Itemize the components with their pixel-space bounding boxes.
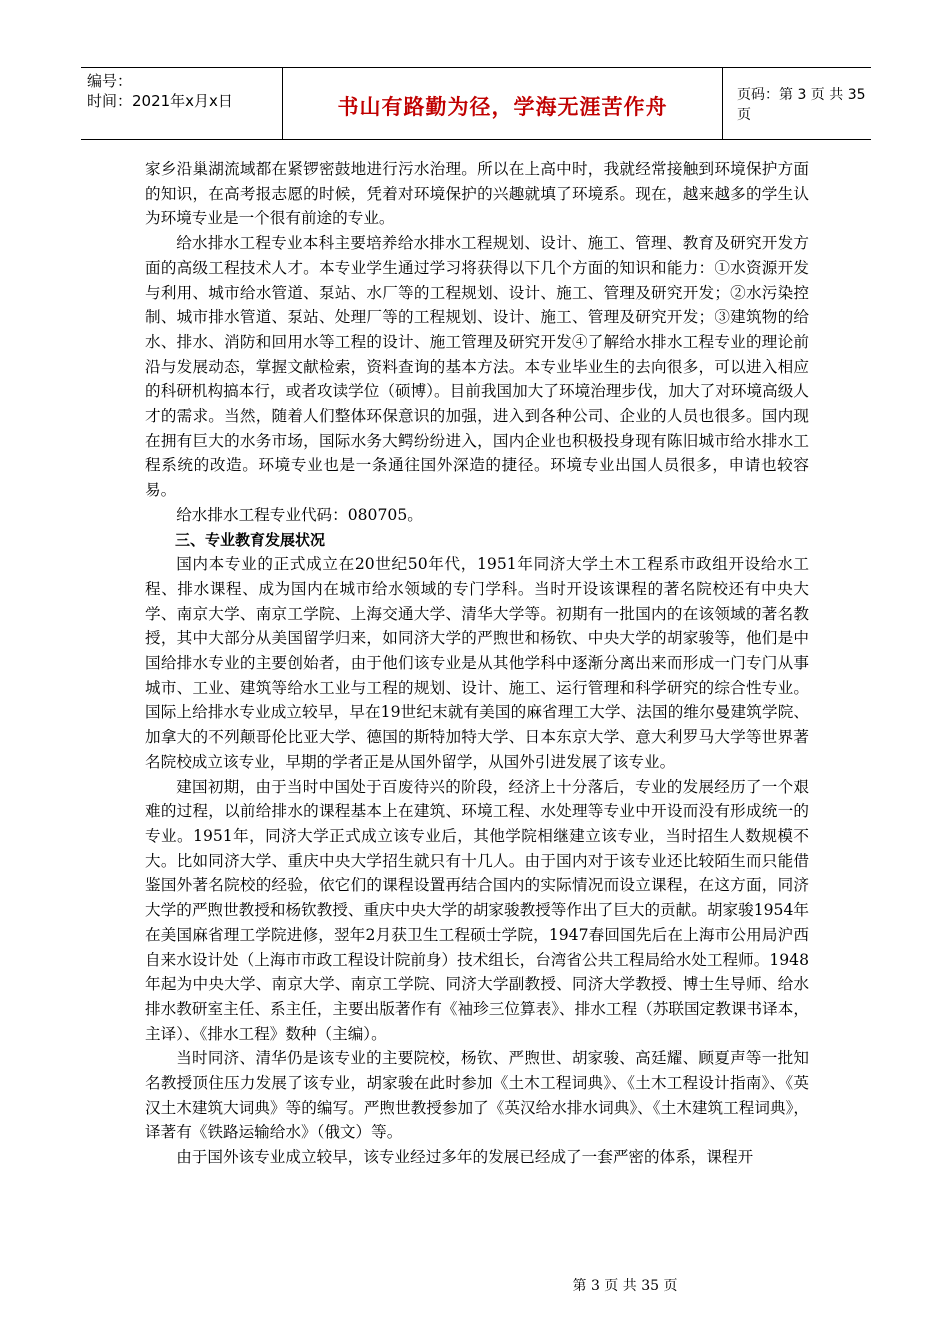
header-motto: 书山有路勤为径，学海无涯苦作舟 (337, 94, 668, 119)
header-motto-cell (283, 68, 723, 139)
footer-page-number: 第 3 页 共 35 页 (572, 1278, 678, 1294)
body-paragraph-training-goals: 给水排水工程专业本科主要培养给水排水工程规划、设计、施工、管理、教育及研究开发方面的高级工程技术人才。本专业学生通过学习将获得以下几个方面的知识和能力：①水资源开发与利用、城市给水管道、泵站、水厂等的工程规划、设计、施工、管理及研究开发；②水污染控制、城市排水管道、泵站、处理厂等的工程规划、设计、施工、管理及研究开发；③建筑物的给水、排水、消防和回用水等工程的设计、施工管理及研究开发④了解给水排水工程专业的理论前沿与发展动态，掌握文献检索，资料查询的基本方法。本专业毕业生的去向很多，可以进入相应的科研机构搞本行，或者攻读学位（硕博）。目前我国加大了环境治理步伐，加大了对环境高级人才的需求。当然，随着人们整体环保意识的加强，进入到各种公司、企业的人员也很多。国内现在拥有巨大的水务市场，国际水务大鳄纷纷进入，国内企业也积极投身现有陈旧城市给水排水工程系统的改造。环境专业也是一条通往国外深造的捷径。环境专业出国人员很多，申请也较容易。 (145, 234, 809, 500)
body-paragraph-domestic-history: 国内本专业的正式成立在20世纪50年代，1951年同济大学土木工程系市政组开设给水工程、排水课程、成为国内在城市给水领域的专门学科。当时开设该课程的著名院校还有中央大学、南京大学、南京工学院、上海交通大学、清华大学等。初期有一批国内的在该领域的著名教授，其中大部分从美国留学归来，如同济大学的严煦世和杨钦、中央大学的胡家骏等，他们是中国给排水专业的主要创始者，由于他们该专业是从其他学科中逐渐分离出来而形成一门专门从事城市、工业、建筑等给水工业与工程的规划、设计、施工、运行管理和科学研究的综合性专业。国际上给排水专业成立较早，早在19世纪末就有美国的麻省理工大学、法国的维尔曼建筑学院、加拿大的不列颠哥伦比亚大学、德国的斯特加特大学、日本东京大学、意大利罗马大学等世界著名院校成立该专业，早期的学者正是从国外留学，从国外引进发展了该专业。 (145, 555, 809, 771)
page-footer (545, 1275, 705, 1295)
document-number-label: 编号： (87, 72, 133, 90)
section-heading: 三、专业教育发展状况 (175, 530, 326, 549)
page-header (81, 67, 871, 140)
document-date: 时间：2021年x月x日 (87, 92, 233, 110)
body-paragraph-continued: 家乡沿巢湖流域都在紧锣密鼓地进行污水治理。所以在上高中时，我就经常接触到环境保护方面的知识，在高考报志愿的时候，凭着对环境保护的兴趣就填了环境系。现在，越来越多的学生认为环境专业是一个很有前途的专业。 (145, 160, 809, 228)
header-page-cell (723, 68, 871, 139)
body-paragraph-major-code: 给水排水工程专业代码：080705。 (176, 505, 423, 524)
document-body (145, 157, 809, 1170)
body-paragraph-early-prc: 建国初期，由于当时中国处于百废待兴的阶段，经济上十分落后，专业的发展经历了一个艰难的过程，以前给排水的课程基本上在建筑、环境工程、水处理等专业中开设而没有形成统一的专业。1951年，同济大学正式成立该专业后，其他学院相继建立该专业，当时招生人数规模不大。比如同济大学、重庆中央大学招生就只有十几人。由于国内对于该专业还比较陌生而只能借鉴国外著名院校的经验，依它们的课程设置再结合国内的实际情况而设立课程，在这方面，同济大学的严煦世教授和杨钦教授、重庆中央大学的胡家骏教授等作出了巨大的贡献。胡家骏1954年在美国麻省理工学院进修，翌年2月获卫生工程硕士学院，1947春回国先后在上海市公用局沪西自来水设计处（上海市市政工程设计院前身）技术组长，台湾省公共工程局给水处工程师。1948年起为中央大学、南京大学、南京工学院、同济大学副教授、同济大学教授、博士生导师、给水排水教研室主任、系主任，主要出版著作有《袖珍三位算表》、排水工程（苏联国定教课书译本，主译）、《排水工程》数种（主编）。 (145, 777, 809, 1043)
header-page-info: 页码：第 3 页 共 35 页 (737, 86, 866, 123)
header-info-cell (81, 68, 283, 139)
body-paragraph-universities: 当时同济、清华仍是该专业的主要院校，杨钦、严煦世、胡家骏、高廷耀、顾夏声等一批知名教授顶住压力发展了该专业，胡家骏在此时参加《土木工程词典》、《土木工程设计指南》、《英汉土木建筑大词典》等的编写。严煦世教授参加了《英汉给水排水词典》、《土木建筑工程词典》，译著有《铁路运输给水》（俄文）等。 (145, 1049, 809, 1142)
body-paragraph-foreign: 由于国外该专业成立较早，该专业经过多年的发展已经成了一套严密的体系，课程开 (176, 1148, 754, 1167)
